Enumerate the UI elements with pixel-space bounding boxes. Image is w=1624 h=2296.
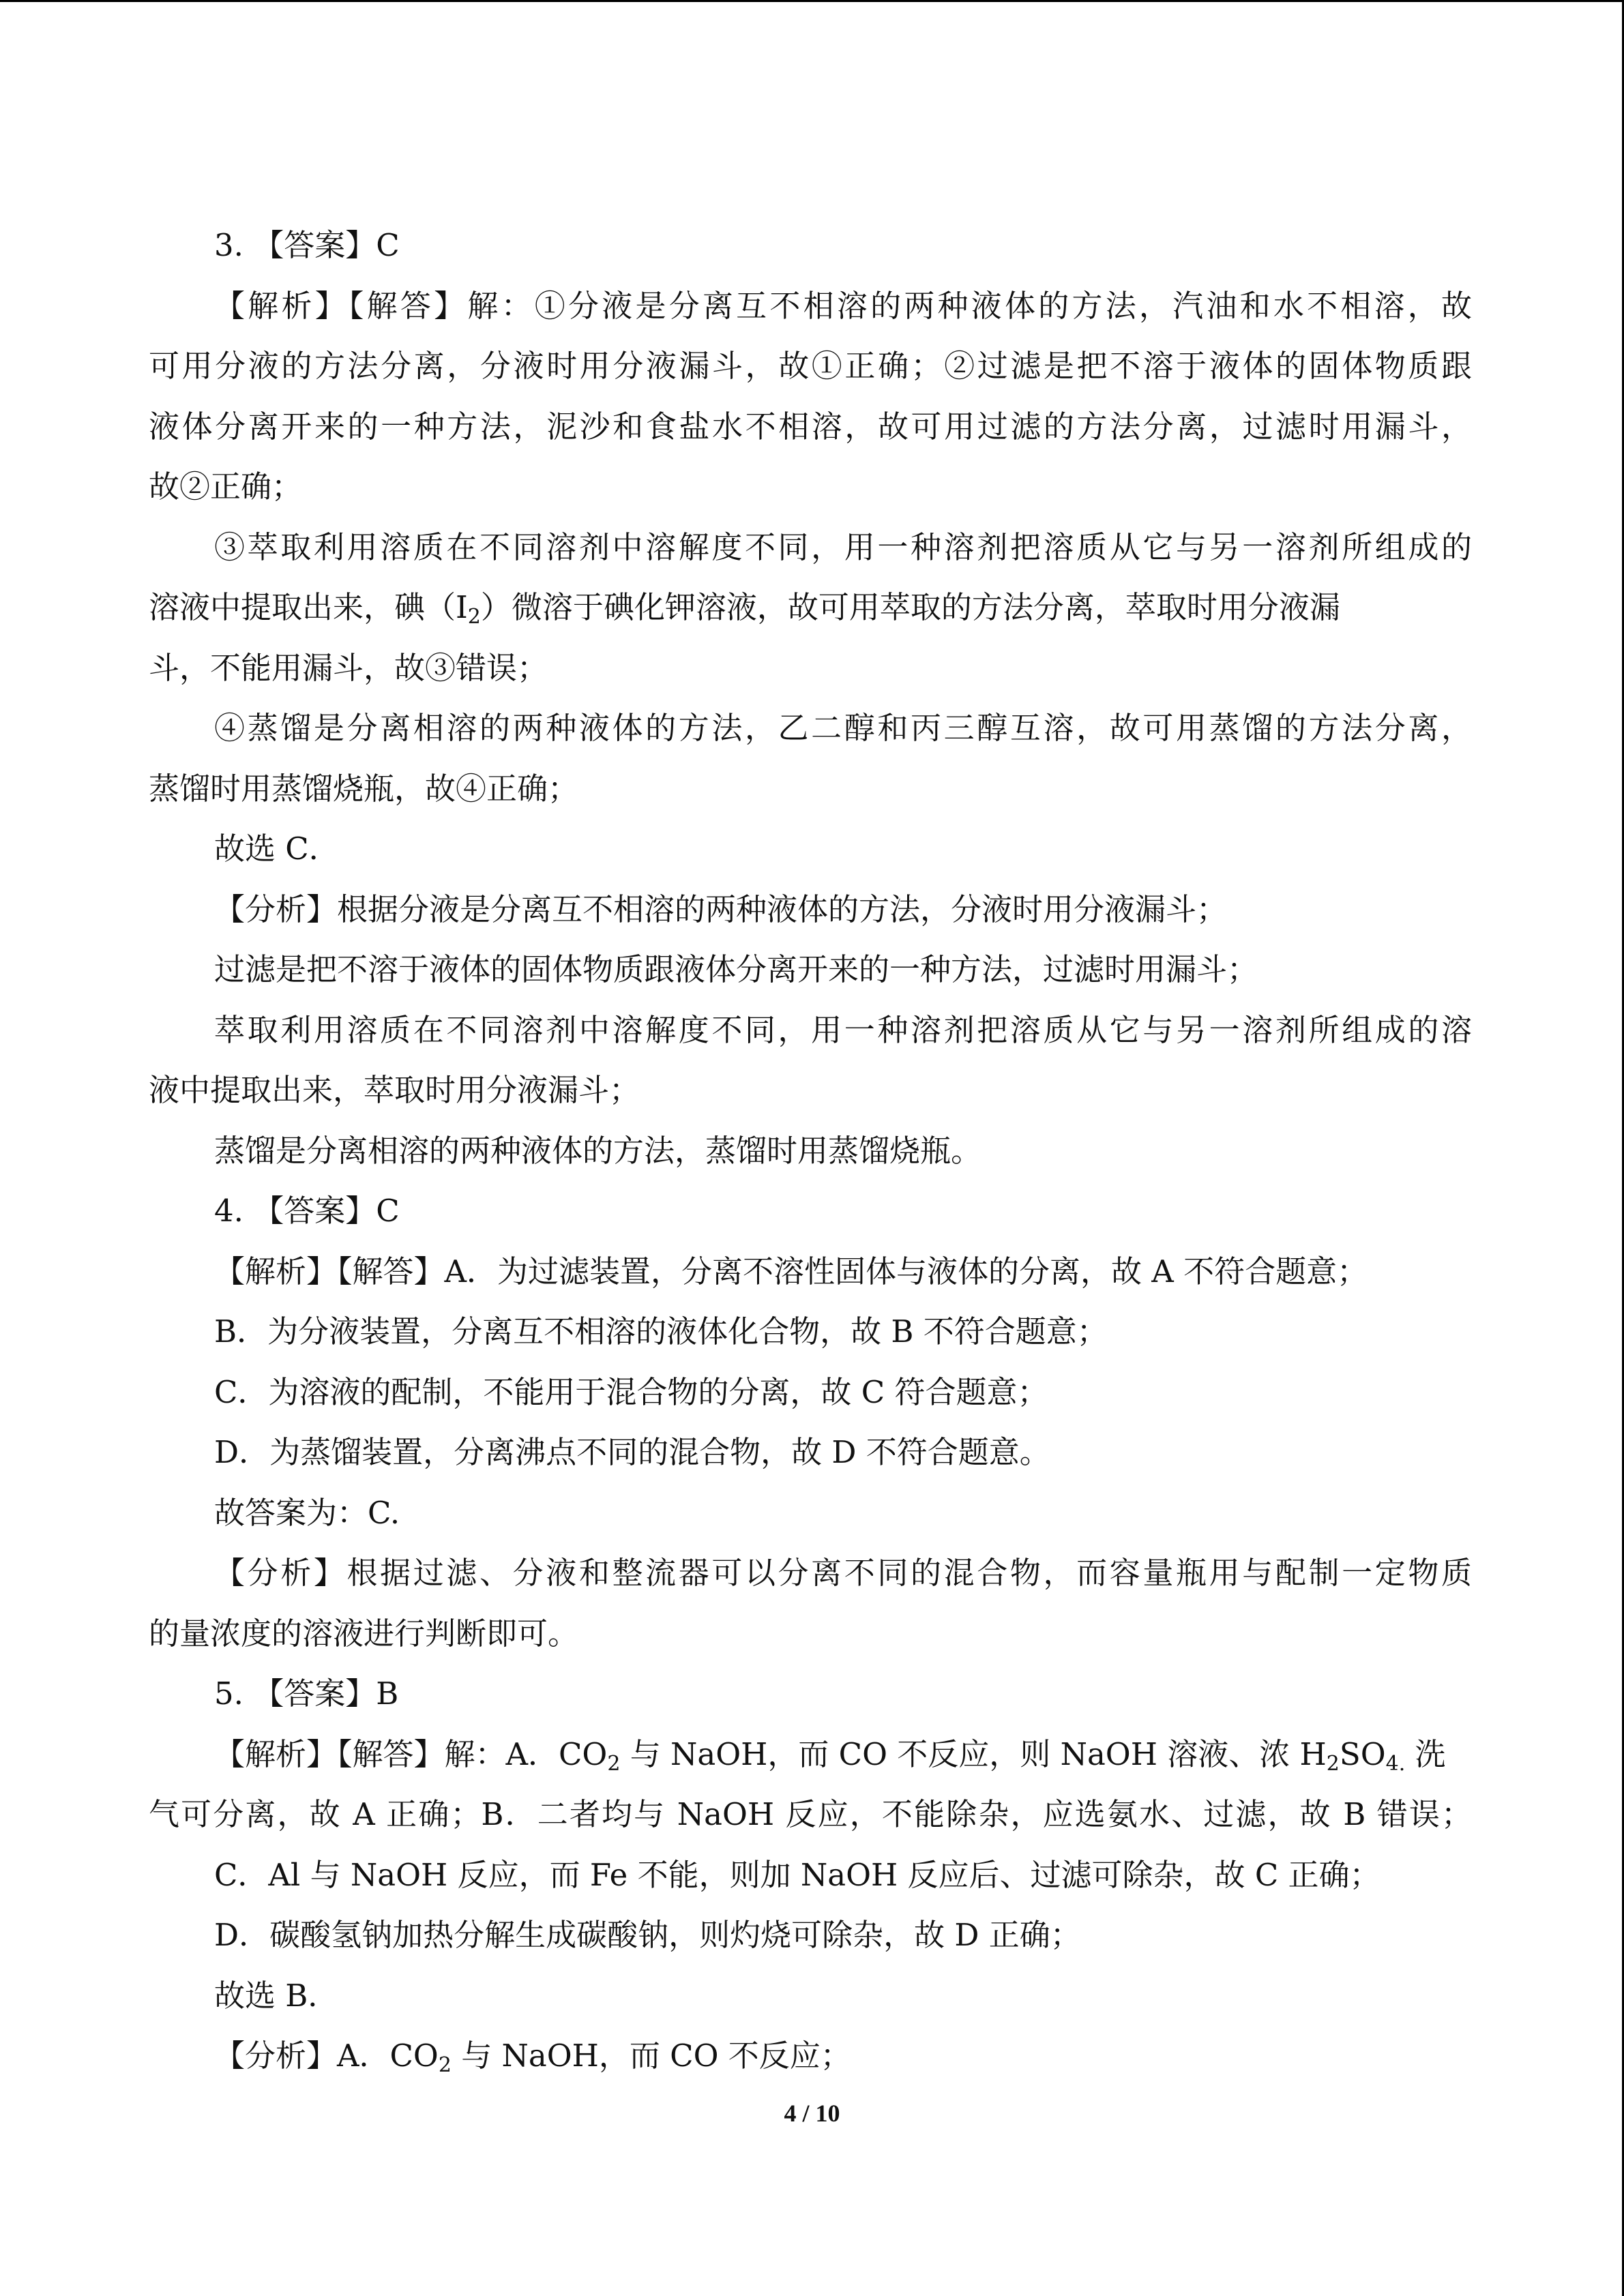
q4-solution-line: D．为蒸馏装置，分离沸点不同的混合物，故 D 不符合题意。 — [214, 1434, 1050, 1470]
q4-solution-line: C．为溶液的配制，不能用于混合物的分离，故 C 符合题意； — [214, 1373, 1048, 1410]
q3-solution-line: 【解析】【解答】解：①分液是分离互不相溶的两种液体的方法，汽油和水不相溶，故 — [214, 287, 1472, 324]
q3-analysis-line: 液中提取出来，萃取时用分液漏斗； — [149, 1072, 640, 1108]
q3-solution-line: 斗，不能用漏斗，故③错误； — [149, 649, 548, 686]
q3-solution-line: 液体分离开来的一种方法，泥沙和食盐水不相溶，故可用过滤的方法分离，过滤时用漏斗， — [149, 408, 1472, 445]
q5-analysis-line — [149, 2026, 1472, 2087]
q5-solution-line — [149, 1725, 1472, 1785]
q5-text: 【解析】【解答】解：A．CO — [214, 1735, 608, 1772]
q3-analysis-line: 【分析】根据分液是分离互不相溶的两种液体的方法，分液时用分液漏斗； — [214, 891, 1228, 927]
q5-text: 与 NaOH，而 CO 不反应； — [451, 2038, 851, 2074]
q4-conclusion: 故答案为：C. — [214, 1494, 400, 1531]
q5-solution-line: 气可分离，故 A 正确；B．二者均与 NaOH 反应，不能除杂，应选氨水、过滤，故 B 错误； — [149, 1796, 1472, 1832]
q3-answer: 3. 【答案】C — [214, 227, 400, 263]
q4-analysis-line: 【分析】根据过滤、分液和整流器可以分离不同的混合物，而容量瓶用与配制一定物质 — [214, 1555, 1472, 1591]
q5-text: SO — [1339, 1735, 1386, 1772]
subscript: 2 — [1326, 1751, 1340, 1776]
subscript: 4. — [1385, 1751, 1406, 1776]
q3-analysis-line: 萃取利用溶质在不同溶剂中溶解度不同，用一种溶剂把溶质从它与另一溶剂所组成的溶 — [214, 1011, 1472, 1048]
subscript: 2 — [467, 605, 481, 629]
document-body — [149, 215, 1472, 2087]
q5-solution-line: C．Al 与 NaOH 反应，而 Fe 不能，则加 NaOH 反应后、过滤可除杂，故 C 正确； — [214, 1856, 1381, 1893]
subscript: 2 — [607, 1751, 621, 1776]
q5-solution-line: D．碳酸氢钠加热分解生成碳酸钠，则灼烧可除杂，故 D 正确； — [214, 1917, 1081, 1953]
q4-solution-line: 【解析】【解答】A．为过滤装置，分离不溶性固体与液体的分离，故 A 不符合题意； — [214, 1253, 1368, 1289]
q3-analysis-line: 蒸馏是分离相溶的两种液体的方法，蒸馏时用蒸馏烧瓶。 — [214, 1132, 982, 1169]
q4-answer: 4. 【答案】C — [214, 1193, 400, 1229]
q5-text: 与 NaOH，而 CO 不反应，则 NaOH 溶液、浓 H — [620, 1735, 1327, 1772]
q5-answer: 5. 【答案】B — [214, 1675, 399, 1712]
q4-analysis-line: 的量浓度的溶液进行判断即可。 — [149, 1615, 579, 1652]
page-number: 4 / 10 — [784, 2100, 840, 2127]
q3-solution-line: 可用分液的方法分离，分液时用分液漏斗，故①正确；②过滤是把不溶于液体的固体物质跟 — [149, 348, 1472, 384]
q3-solution-line: ④蒸馏是分离相溶的两种液体的方法，乙二醇和丙三醇互溶，故可用蒸馏的方法分离， — [214, 710, 1472, 746]
q5-text: 洗 — [1405, 1735, 1446, 1772]
q3-conclusion: 故选 C． — [214, 831, 340, 867]
subscript: 2 — [438, 2053, 452, 2077]
q3-solution-line: 故②正确； — [149, 468, 303, 505]
q4-solution-line: B．为分液装置，分离互不相溶的液体化合物，故 B 不符合题意； — [214, 1313, 1108, 1350]
q3-analysis-line: 过滤是把不溶于液体的固体物质跟液体分离开来的一种方法，过滤时用漏斗； — [214, 951, 1258, 987]
q5-conclusion: 故选 B． — [214, 1977, 339, 2014]
q3-text: 溶液中提取出来，碘（I — [149, 589, 468, 625]
q3-solution-line — [149, 578, 1472, 638]
q3-solution-line: 蒸馏时用蒸馏烧瓶，故④正确； — [149, 770, 579, 807]
q3-solution-line: ③萃取利用溶质在不同溶剂中溶解度不同，用一种溶剂把溶质从它与另一溶剂所组成的 — [214, 528, 1472, 565]
q5-text: 【分析】A．CO — [214, 2038, 439, 2074]
q3-text: ）微溶于碘化钾溶液，故可用萃取的方法分离，萃取时用分液漏 — [480, 589, 1340, 625]
